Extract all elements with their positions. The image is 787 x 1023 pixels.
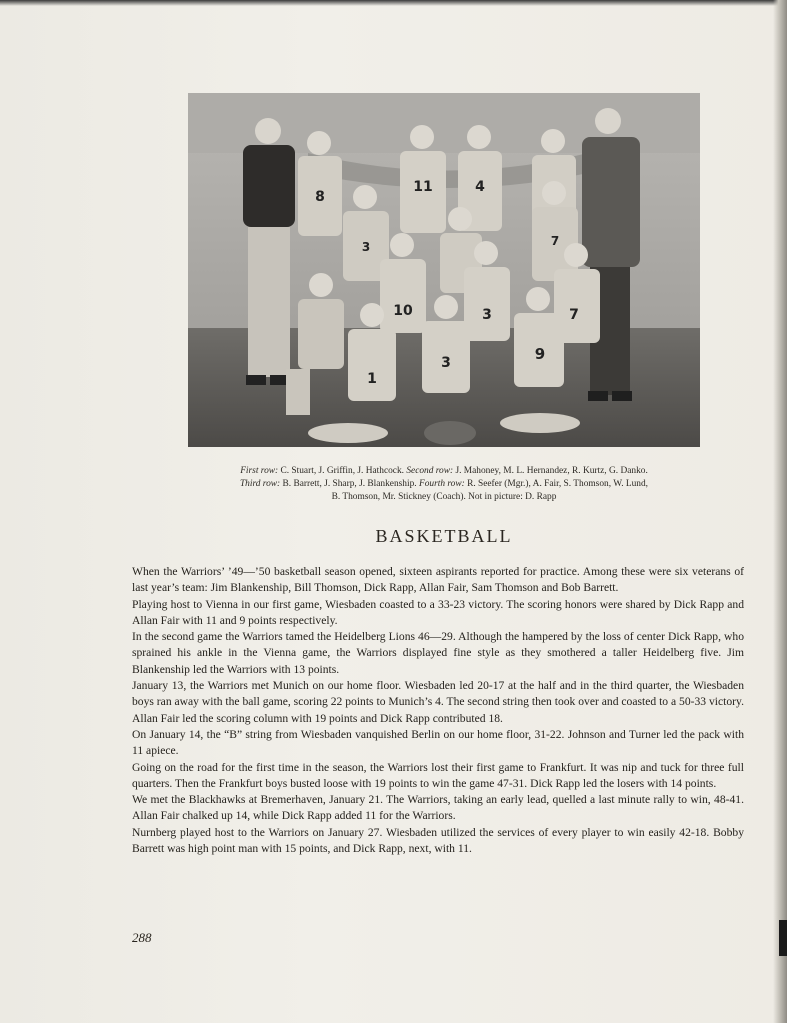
paragraph: January 13, the Warriors met Munich on our home floor. Wiesbaden led 20-17 at the half and in the third quarter, the Wiesbaden boys ran away with the ball game, scoring 22 points to Munich’s 4. The second string then took over and coasted to a 50-33 victory. Allan Fair led the scoring column with 19 points and Dick Rapp contributed 18. <box>132 679 744 725</box>
caption-row-label: First row: <box>240 466 279 476</box>
photo-caption <box>188 465 700 503</box>
svg-text:1: 1 <box>367 371 377 387</box>
svg-text:11: 11 <box>413 179 433 195</box>
caption-names: C. Stuart, J. Griffin, J. Hathcock. <box>278 466 407 476</box>
paragraph: Nurnberg played host to the Warriors on January 27. Wiesbaden utilized the services of every player to win easily 42-18. Bobby Barrett was high point man with 15 points, and Dick Rapp, next, with 11. <box>132 825 744 856</box>
caption-line-3: B. Thomson, Mr. Stickney (Coach). Not in picture: D. Rapp <box>331 491 557 502</box>
caption-row-label: Third row: <box>239 478 281 489</box>
page-tab-marker <box>779 920 787 956</box>
svg-text:4: 4 <box>475 179 485 195</box>
caption-line-1 <box>188 465 700 478</box>
caption-row-label: Second row: <box>406 466 454 476</box>
svg-text:8: 8 <box>315 189 325 205</box>
svg-text:7: 7 <box>550 234 560 248</box>
paragraph: When the Warriors’ ’49—’50 basketball season opened, sixteen aspirants reported for practice. Among these were six veterans of last year’s team: Jim Blankenship, Bill Thomson, Dick Rapp, Allan Fair, Sam Thomson and Bob Barrett. <box>132 565 744 595</box>
caption-line-2 <box>188 478 700 491</box>
svg-text:9: 9 <box>534 345 546 363</box>
caption-names: B. Barrett, J. Sharp, J. Blankenship. <box>280 478 419 489</box>
team-photo <box>188 93 700 447</box>
caption-names: J. Mahoney, M. L. Hernandez, R. Kurtz, G. Danko. <box>453 466 648 476</box>
caption-row-label: Fourth row: <box>418 478 465 489</box>
svg-text:3: 3 <box>441 355 451 371</box>
svg-text:3: 3 <box>361 240 371 254</box>
paragraph: Playing host to Vienna in our first game, Wiesbaden coasted to a 33-23 victory. The scoring honors were shared by Dick Rapp and Allan Fair with 11 and 9 points respectively. <box>132 597 744 627</box>
paragraph: Going on the road for the first time in the season, the Warriors lost their first game to Frankfurt. It was nip and tuck for three full quarters. Then the Frankfurt boys busted loose with 19 points to win the game 47-31. Dick Rapp led the losers with 14 points. <box>132 760 744 790</box>
svg-text:10: 10 <box>393 303 413 319</box>
paragraph: In the second game the Warriors tamed the Heidelberg Lions 46—29. Although the hampered by the loss of center Dick Rapp, who sprained his ankle in the Vienna game, the Warriors displayed fine style as they smothered a taller Heidelberg five. Jim Blankenship led the Warriors with 13 points. <box>132 630 744 676</box>
team-photo-illustration <box>188 93 700 447</box>
paragraph: We met the Blackhawks at Bremerhaven, January 21. The Warriors, taking an early lead, quelled a last minute rally to win, 48-41. Allan Fair chalked up 14, while Dick Rapp added 11 for the Warriors. <box>132 793 744 823</box>
page-binding-edge <box>773 0 787 1023</box>
section-title: BASKETBALL <box>375 526 513 546</box>
svg-text:7: 7 <box>569 307 579 323</box>
article-body <box>132 564 744 857</box>
svg-text:3: 3 <box>482 307 492 323</box>
caption-names: R. Seefer (Mgr.), A. Fair, S. Thomson, W. Lund, <box>464 478 649 489</box>
scan-top-shadow <box>0 0 787 6</box>
page-number: 288 <box>132 930 152 945</box>
paragraph: On January 14, the “B” string from Wiesbaden vanquished Berlin on our home floor, 31-22. Johnson and Turner led the pack with 11 apiece. <box>132 727 744 758</box>
